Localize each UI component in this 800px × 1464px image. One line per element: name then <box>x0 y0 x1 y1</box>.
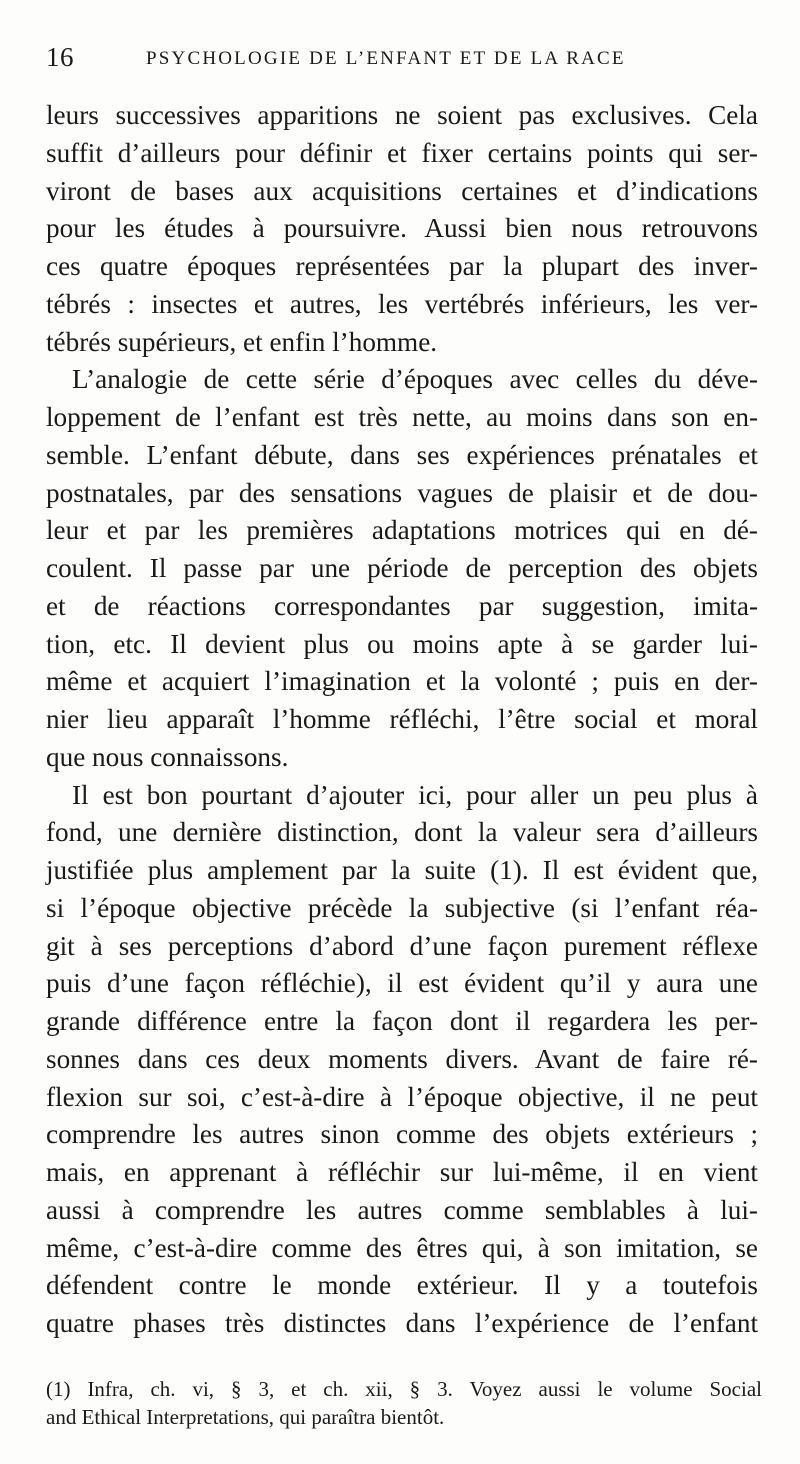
text-line: puis d’une façon réfléchie), il est évident qu’il y aura une <box>46 968 758 999</box>
text-line: tébrés : insectes et autres, les vertébrés inférieurs, les ver- <box>46 288 758 319</box>
text-line: et de réactions correspondantes par suggestion, imita- <box>46 590 758 621</box>
body-text <box>46 97 758 1343</box>
text-line: git à ses perceptions d’abord d’une façon purement réflexe <box>46 930 758 961</box>
text-line: Il est bon pourtant d’ajouter ici, pour aller un peu plus à <box>72 779 758 810</box>
footnote <box>46 1375 762 1431</box>
text-line: sonnes dans ces deux moments divers. Avant de faire ré- <box>46 1043 758 1074</box>
text-line: postnatales, par des sensations vagues de plaisir et de dou- <box>46 477 758 508</box>
text-line: coulent. Il passe par une période de perception des objets <box>46 553 758 583</box>
text-line: comprendre les autres sinon comme des objets extérieurs ; <box>46 1119 758 1150</box>
text-line: leur et par les premières adaptations motrices qui en dé- <box>46 515 758 546</box>
text-line: tion, etc. Il devient plus ou moins apte à se garder lui- <box>46 628 758 659</box>
text-line: viront de bases aux acquisitions certaines et d’indications <box>46 175 758 206</box>
page-number: 16 <box>46 42 74 72</box>
footnote-line: (1) Infra, ch. vi, § 3, et ch. xii, § 3. Voyez aussi le volume Social <box>46 1377 762 1401</box>
text-line: leurs successives apparitions ne soient pas exclusives. Cela <box>46 100 758 130</box>
text-line: fond, une dernière distinction, dont la valeur sera d’ailleurs <box>46 817 758 848</box>
text-line: tébrés supérieurs, et enfin l’homme. <box>46 326 438 357</box>
text-line: mais, en apprenant à réfléchir sur lui-même, il en vient <box>46 1157 758 1187</box>
footnote-line: and Ethical Interpretations, qui paraîtra bientôt. <box>46 1405 445 1429</box>
text-line: loppement de l’enfant est très nette, au moins dans son en- <box>46 402 758 432</box>
text-line: grande différence entre la façon dont il regardera les per- <box>46 1006 758 1036</box>
running-head <box>46 40 754 76</box>
text-line: si l’époque objective précède la subjective (si l’enfant réa- <box>46 892 758 923</box>
text-line: justifiée plus amplement par la suite (1). Il est évident que, <box>46 855 758 885</box>
text-line: L’analogie de cette série d’époques avec celles du déve- <box>72 364 758 395</box>
text-line: ces quatre époques représentées par la plupart des inver- <box>46 251 758 281</box>
text-line: même et acquiert l’imagination et la volonté ; puis en der- <box>46 666 758 697</box>
text-line: pour les études à poursuivre. Aussi bien nous retrouvons <box>46 213 758 244</box>
running-head-title: PSYCHOLOGIE DE L’ENFANT ET DE LA RACE <box>146 48 626 69</box>
text-line: semble. L’enfant débute, dans ses expériences prénatales et <box>46 439 758 470</box>
text-line: quatre phases très distinctes dans l’expérience de l’enfant <box>46 1308 758 1338</box>
text-line: même, c’est-à-dire comme des êtres qui, à son imitation, se <box>46 1232 758 1263</box>
text-line: que nous connaissons. <box>46 741 289 772</box>
text-line: nier lieu apparaît l’homme réfléchi, l’être social et moral <box>46 704 758 734</box>
text-line: flexion sur soi, c’est-à-dire à l’époque objective, il ne peut <box>46 1081 758 1112</box>
text-line: suffit d’ailleurs pour définir et fixer certains points qui ser- <box>46 137 758 168</box>
text-line: défendent contre le monde extérieur. Il y a toutefois <box>46 1270 758 1301</box>
text-line: aussi à comprendre les autres comme semblables à lui- <box>46 1194 758 1225</box>
